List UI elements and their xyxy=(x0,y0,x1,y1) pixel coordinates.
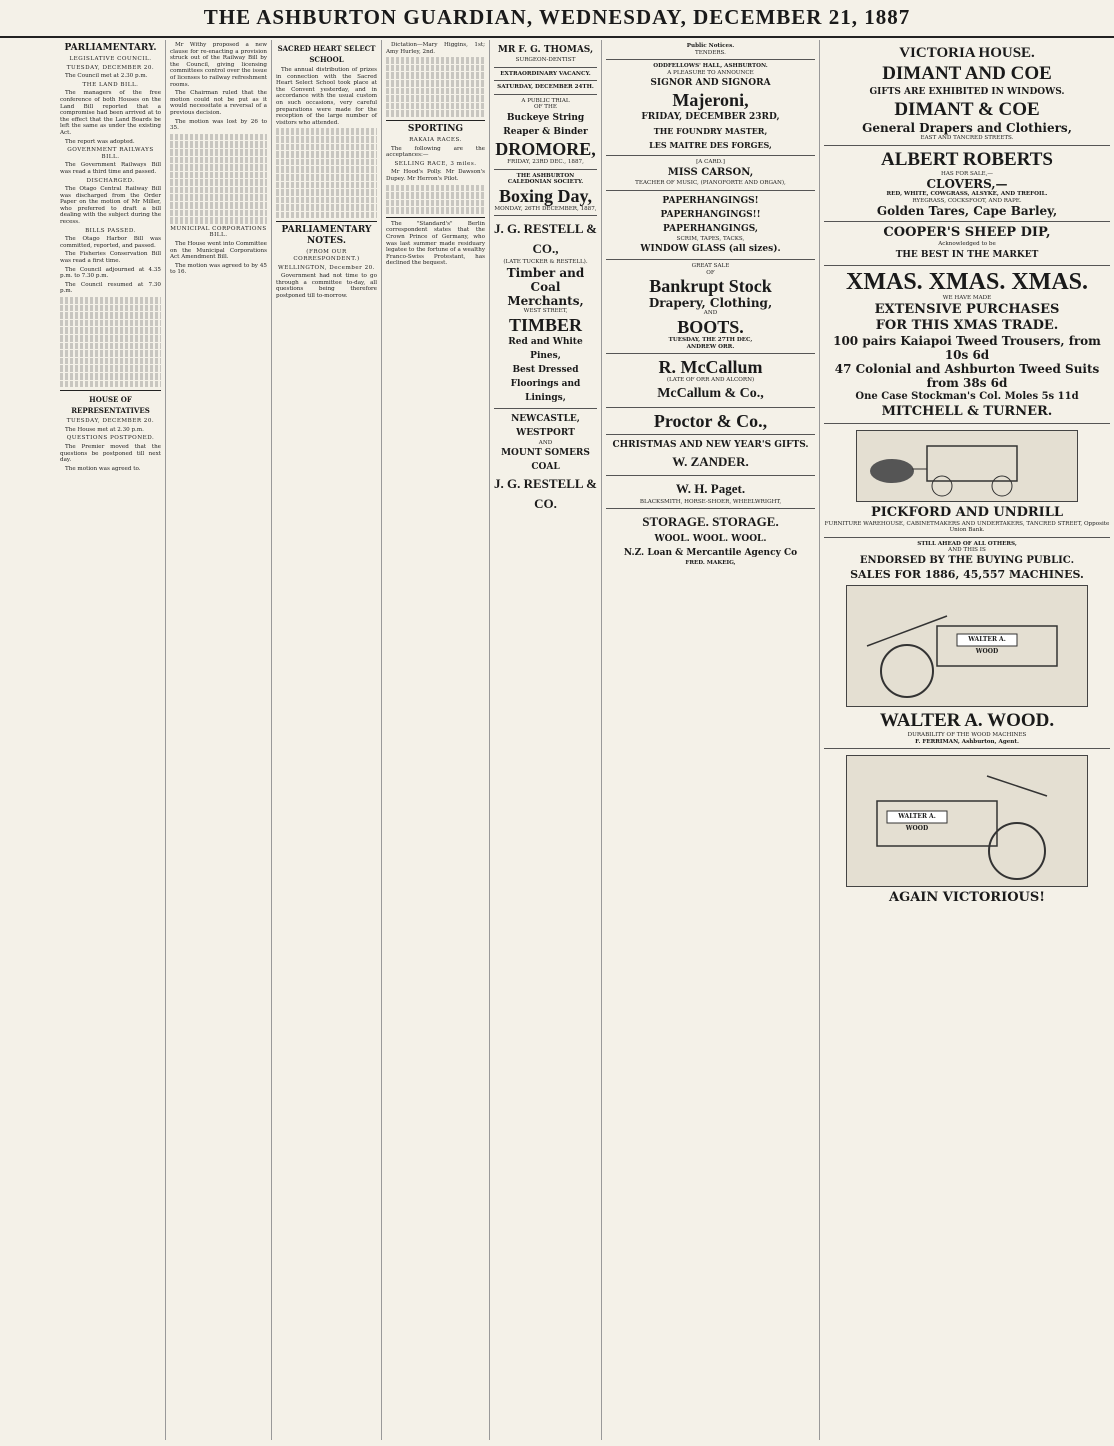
ad-play: THE FOUNDRY MASTER, xyxy=(653,126,768,137)
masthead: THE ASHBURTON GUARDIAN, WEDNESDAY, DECEMBER 21, 1887 xyxy=(0,0,1114,38)
ad-sub: (LATE TUCKER & RESTELL). xyxy=(503,259,588,266)
ad-line: 47 Colonial and Ashburton Tweed Suits from 38s 6d xyxy=(834,361,1100,390)
sub-heading: THE LAND BILL. xyxy=(82,81,139,88)
column-1 xyxy=(56,40,166,1440)
ad-name: MISS CARSON, xyxy=(667,166,754,178)
ad-name: ANDREW ORR. xyxy=(686,343,735,350)
section-heading: SACRED HEART SELECT SCHOOL xyxy=(277,44,376,64)
ad-title: [A CARD.] xyxy=(696,159,725,166)
ad-mid: FOR THIS XMAS TRADE. xyxy=(875,317,1059,333)
section-heading: PARLIAMENTARY. xyxy=(64,43,157,53)
ad-big: CHRISTMAS AND NEW YEAR'S GIFTS. xyxy=(612,439,809,450)
ad-title: A PUBLIC TRIAL xyxy=(521,97,570,104)
paragraph: Mr Withy proposed a new clause for re-enacting a provision struck out of the Railway Bill by the Council, giving licensing committees control over the issue of licenses to railway refreshment rooms. xyxy=(170,42,267,88)
ad-big: Majeroni, xyxy=(672,90,749,111)
machine-label: WALTER A. WOOD xyxy=(898,813,936,833)
paragraph: The House went into Committee on the Municipal Corporations Act Amendment Bill. xyxy=(170,241,267,261)
ad-paget xyxy=(606,475,815,509)
ad-sub: DURABILITY OF THE WOOD MACHINES xyxy=(907,731,1027,738)
binder-illustration xyxy=(846,755,1088,887)
ad-big: XMAS. XMAS. XMAS. xyxy=(846,268,1088,295)
ad-zander xyxy=(606,434,815,475)
ad-big: VICTORIA HOUSE. xyxy=(899,45,1035,61)
ad-again-victorious xyxy=(824,748,1110,909)
paragraph: The Council adjourned at 4.35 p.m. to 7.30 p.m. xyxy=(60,266,161,280)
ad-sub: SURGEON-DENTIST xyxy=(515,57,576,63)
ad-date: TUESDAY, THE 27TH DEC, xyxy=(668,336,753,343)
paragraph: The Otago Central Railway Bill was discharged from the Order Paper on the motion of Mr Miller, who preferred to draft a bill dealing with the subject during the recess. xyxy=(60,186,161,226)
ad-mid: Timber and Coal Merchants, xyxy=(506,265,585,308)
ad-sub: RYEGRASS, COCKSFOOT, AND RAPE. xyxy=(912,197,1022,204)
column-3 xyxy=(272,40,382,1440)
ad-title: EXTRAORDINARY VACANCY. xyxy=(500,70,591,77)
ad-mid: N.Z. Loan & Mercantile Agency Co xyxy=(623,548,798,559)
ad-big: J. G. RESTELL & CO., xyxy=(494,221,597,257)
column-8 xyxy=(820,40,1114,1440)
sub-heading: MUNICIPAL CORPORATIONS BILL. xyxy=(170,225,267,239)
paragraph: The Council met at 2.30 p.m. xyxy=(65,73,148,80)
paragraph: The Chairman ruled that the motion could not be put as it would necessitate a reversal of a previous decision. xyxy=(170,90,267,116)
ad-name: F. FERRIMAN, Ashburton, Agent. xyxy=(915,738,1019,745)
ad-sub: Red and White Pines, xyxy=(508,336,583,361)
ad-pickford xyxy=(824,423,1110,537)
ad-caledonian xyxy=(494,169,597,216)
section-heading: PARLIAMENTARY NOTES. xyxy=(281,225,372,247)
ad-sub: TENDERS. xyxy=(695,49,726,56)
race-heading: SELLING RACE, 3 miles. xyxy=(394,160,477,167)
paragraph: The managers of the free conference of both Houses on the Land Bill reported that a compromise had been arrived at to the effect that the Land Boards be left the same as under the existing Act. xyxy=(60,90,161,136)
sub-heading: BILLS PASSED. xyxy=(85,227,136,234)
sub-heading: QUESTIONS POSTPONED. xyxy=(66,435,155,442)
ad-big: PICKFORD AND UNDRILL xyxy=(870,504,1064,520)
ad-majeroni xyxy=(606,59,815,155)
ad-storage xyxy=(606,508,815,570)
section-heading: SPORTING xyxy=(407,123,464,134)
ad-proctor xyxy=(606,407,815,434)
ad-mid: GIFTS ARE EXHIBITED IN WINDOWS. xyxy=(869,87,1065,97)
ad-mid: McCallum & Co., xyxy=(657,385,764,401)
ad-mid: THE BEST IN THE MARKET xyxy=(895,249,1039,260)
paragraph: The "Standard's" Berlin correspondent states that the Crown Prince of Germany, who was last summer made residuary legatee to the fortune of a wealthy Franco-Swiss Protestant, has declined the bequest. xyxy=(386,220,485,267)
ad-bankrupt xyxy=(606,259,815,353)
ad-mid: SALES FOR 1886, 45,557 MACHINES. xyxy=(850,567,1084,581)
ad-sub: TEACHER OF MUSIC, (PIANOFORTE AND ORGAN), xyxy=(635,179,786,186)
ad-mid: Golden Tares, Cape Barley, xyxy=(876,204,1058,219)
reaper-machine-icon xyxy=(847,586,1087,706)
paragraph: The Council resumed at 7.30 p.m. xyxy=(60,281,161,295)
ad-big: DIMANT & COE xyxy=(894,99,1040,120)
ad-sub: Acknowledged to be xyxy=(938,241,996,248)
paragraph: Mr Hood's Polly. Mr Dawson's Dupey. Mr Herron's Pilot. xyxy=(386,169,485,182)
ad-date: MONDAY, 26TH DECEMBER, 1887, xyxy=(494,205,597,212)
ad-mid: ENDORSED BY THE BUYING PUBLIC. xyxy=(859,554,1075,566)
ad-big: TIMBER xyxy=(508,314,582,335)
sub-heading: DISCHARGED. xyxy=(86,177,135,184)
ad-saturday xyxy=(494,80,597,94)
ad-title: ODDFELLOWS' HALL, ASHBURTON. xyxy=(653,63,768,70)
ad-sub: SCRIM, TAPES, TACKS, xyxy=(676,235,745,242)
ad-mid: CLOVERS,— xyxy=(926,177,1008,192)
ad-line: 100 pairs Kaiapoi Tweed Trousers, from 10s 6d xyxy=(833,333,1101,362)
ad-mccallum xyxy=(606,353,815,407)
ad-play: LES MAITRE DES FORGES, xyxy=(649,140,772,151)
ad-mid: MOUNT SOMERS COAL xyxy=(501,448,590,473)
ad-reaper-trial xyxy=(494,94,597,169)
ad-title: SATURDAY, DECEMBER 24TH. xyxy=(497,84,594,91)
ad-big: Bankrupt Stock xyxy=(649,276,772,297)
ad-sub: A PLEASURE TO ANNOUNCE xyxy=(667,69,754,76)
ad-sub: WOOL. WOOL. WOOL. xyxy=(654,534,767,545)
paragraph: The Otago Harbor Bill was committed, reported, and passed. xyxy=(60,236,161,249)
ad-sub: FURNITURE WAREHOUSE, CABINETMAKERS AND UNDERTAKERS, TANCRED STREET, Opposite Union Bank. xyxy=(824,520,1110,534)
ad-big: Buckeye String Reaper & Binder xyxy=(503,112,588,137)
section-heading: HOUSE OF REPRESENTATIVES xyxy=(71,395,150,416)
paragraph: The motion was agreed to. xyxy=(65,465,141,472)
ad-big: AGAIN VICTORIOUS! xyxy=(889,890,1045,906)
column-5 xyxy=(490,40,602,1440)
column-6 xyxy=(602,40,820,1440)
paragraph: Dictation—Mary Higgins, 1st; Amy Hurley, 2nd. xyxy=(386,42,485,55)
machine-label: WALTER A. WOOD xyxy=(968,635,1006,655)
ad-big: PAPERHANGINGS!! xyxy=(660,209,761,220)
ad-big: Boxing Day, xyxy=(498,185,593,206)
ad-big: DROMORE, xyxy=(495,138,596,159)
ad-mid: EXTENSIVE PURCHASES xyxy=(874,301,1060,317)
date-line: TUESDAY, DECEMBER 20. xyxy=(66,64,155,71)
ad-sub: OF xyxy=(706,269,715,276)
ad-big: ALBERT ROBERTS xyxy=(880,148,1053,170)
ad-sub: WINDOW GLASS (all sizes). xyxy=(640,244,781,255)
date-line: TUESDAY, DECEMBER 20. xyxy=(66,418,155,425)
ad-carson xyxy=(606,155,815,189)
column-4 xyxy=(382,40,490,1440)
ad-sub: AND xyxy=(538,439,553,446)
hearse-illustration xyxy=(856,430,1078,502)
paragraph: The motion was agreed to by 45 to 16. xyxy=(170,262,267,276)
ad-tenders xyxy=(606,40,815,59)
paragraph: The House met at 2.30 p.m. xyxy=(65,426,144,433)
ad-title: MR F. G. THOMAS, xyxy=(497,45,594,55)
ad-sub: General Drapers and Clothiers, xyxy=(862,121,1072,135)
ad-sub: OF THE xyxy=(534,104,557,111)
date-line: WELLINGTON, December 20. xyxy=(277,264,376,271)
ad-date: FRIDAY, 23RD DEC., 1887, xyxy=(507,158,584,165)
ad-paperhangings xyxy=(606,190,815,260)
paragraph: The Premier moved that the questions be postponed till next day. xyxy=(60,443,161,464)
ad-restell xyxy=(494,215,597,407)
sub-heading: GOVERNMENT RAILWAYS BILL. xyxy=(67,147,154,160)
ad-big: Proctor & Co., xyxy=(653,410,768,431)
ad-names: SIGNOR AND SIGNORA xyxy=(650,78,771,89)
ad-sub: BLACKSMITH, HORSE-SHOER, WHEELWRIGHT, xyxy=(639,498,782,505)
ad-xmas xyxy=(824,265,1110,423)
ad-mid: Drapery, Clothing, xyxy=(648,296,773,311)
ad-big: MITCHELL & TURNER. xyxy=(881,403,1053,419)
ad-sub: RED, WHITE, COWGRASS, ALSYKE, AND TREFOIL. xyxy=(886,191,1048,198)
ad-mid: PAPERHANGINGS, xyxy=(662,223,759,234)
ad-title: GREAT SALE xyxy=(691,263,730,270)
paragraph: Government had not time to go through a committee to-day, all questions being therefore postponed till to-morrow. xyxy=(276,273,377,300)
sub-heading: LEGISLATIVE COUNCIL. xyxy=(69,56,152,62)
ad-sub: STILL AHEAD OF ALL OTHERS, xyxy=(917,540,1017,547)
paragraph: The Fisheries Conservation Bill was read a first time. xyxy=(60,251,161,265)
ad-sub: AND xyxy=(703,310,718,317)
ad-vacancy xyxy=(494,67,597,81)
ad-big: BOOTS. xyxy=(677,316,744,337)
paragraph: The following are the acceptances:— xyxy=(386,145,485,159)
ad-loc: WEST STREET, xyxy=(523,307,568,314)
ad-name: FRED. MAKEIG, xyxy=(685,560,736,567)
ad-title: THE ASHBURTON CALEDONIAN SOCIETY. xyxy=(507,172,584,186)
ad-victoria-house xyxy=(824,40,1110,145)
ad-big: J. G. RESTELL & CO. xyxy=(494,476,597,512)
sub-heading: (FROM OUR CORRESPONDENT.) xyxy=(293,249,360,263)
ad-loc: EAST AND TANCRED STREETS. xyxy=(920,135,1014,141)
ad-big: COOPER'S SHEEP DIP, xyxy=(883,225,1051,241)
ad-line: One Case Stockman's Col. Moles 5s 11d xyxy=(855,390,1079,402)
ad-title: Public Notices. xyxy=(686,43,735,49)
ad-sub: WE HAVE MADE xyxy=(942,294,992,301)
ad-walter-wood xyxy=(824,537,1110,748)
ad-big: WALTER A. WOOD. xyxy=(879,709,1055,731)
ad-big: PAPERHANGINGS! xyxy=(662,195,759,206)
hearse-icon xyxy=(857,431,1077,501)
ad-sub: HAS FOR SALE,— xyxy=(940,170,994,177)
ad-cooper xyxy=(824,221,1110,265)
ad-big: W. ZANDER. xyxy=(672,453,749,469)
ad-thomas xyxy=(494,40,597,67)
ad-coal xyxy=(494,408,597,518)
ad-big: R. McCallum xyxy=(658,357,763,378)
ad-sub: (LATE OF ORR AND ALCORN) xyxy=(666,377,755,384)
ad-big: W. H. Paget. xyxy=(675,480,746,496)
ad-mid: NEWCASTLE, WESTPORT xyxy=(511,413,580,438)
paragraph: The motion was lost by 26 to 35. xyxy=(170,118,267,132)
sub-heading: RAKAIA RACES. xyxy=(409,136,462,143)
ad-sub: Best Dressed Floorings and Linings, xyxy=(510,364,581,403)
paragraph: The annual distribution of prizes in connection with the Sacred Heart Select School took place at the Convent yesterday, and in accordance with the usual custom on such occasions, very careful preparations were made for the reception of the large number of visitors who attended. xyxy=(276,67,377,126)
ad-sub: AND THIS IS xyxy=(948,547,986,554)
binder-machine-icon xyxy=(847,756,1087,886)
paragraph: The Government Railways Bill was read a third time and passed. xyxy=(60,162,161,175)
ad-big: DIMANT AND COE xyxy=(882,63,1052,84)
column-2 xyxy=(166,40,272,1440)
ad-albert-roberts xyxy=(824,145,1110,222)
reaper-illustration xyxy=(846,585,1088,707)
ad-date: FRIDAY, DECEMBER 23RD, xyxy=(641,112,780,123)
ad-big: STORAGE. STORAGE. xyxy=(642,514,779,530)
paragraph: The report was adopted. xyxy=(65,138,135,145)
